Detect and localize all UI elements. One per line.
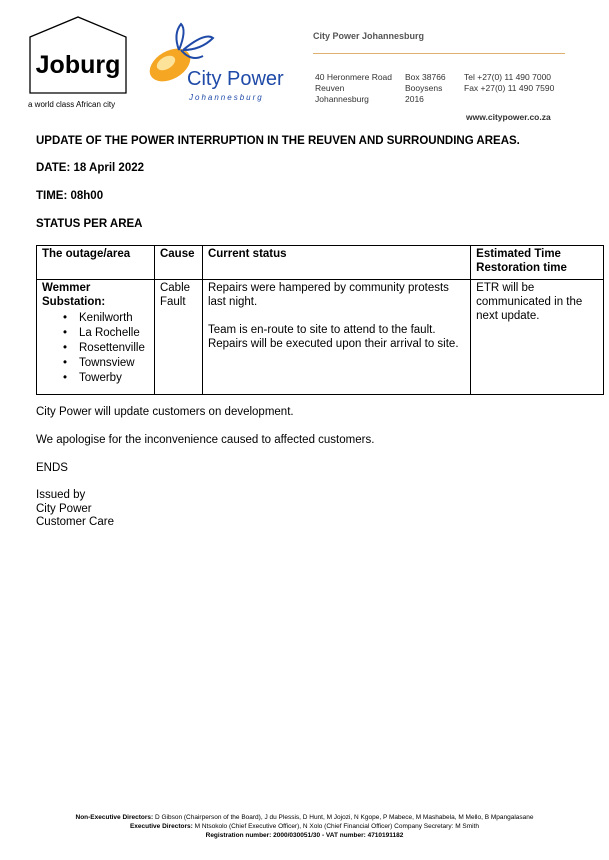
apology-note: We apologise for the inconvenience caused to affected customers.: [36, 434, 375, 446]
notice-date: DATE: 18 April 2022: [36, 162, 145, 174]
update-note: City Power will update customers on development.: [36, 406, 294, 418]
postal-address: Box 38766 Booysens 2016: [405, 72, 446, 104]
city-power-logo: [143, 20, 303, 105]
list-item: • Rosettenville: [42, 341, 149, 356]
etr-cell: ETR will be communicated in the next update.: [471, 280, 604, 395]
street-address: 40 Heronmere Road Reuven Johannesburg: [315, 72, 393, 104]
table-header-row: [37, 246, 604, 280]
table-row: [37, 280, 604, 395]
status-paragraph-1: Repairs were hampered by community protests last night.: [207, 282, 449, 308]
joburg-logo: [28, 15, 128, 95]
status-heading: STATUS PER AREA: [36, 218, 143, 230]
affected-areas-list: [42, 311, 149, 386]
issued-by-block: Issued by City Power Customer Care: [36, 489, 114, 528]
area-cell: [37, 280, 155, 395]
list-item: • Towerby: [42, 371, 149, 386]
list-item: • Townsview: [42, 356, 149, 371]
phone-fax: Tel +27(0) 11 490 7000 Fax +27(0) 11 490 7590: [464, 72, 555, 93]
list-item: • La Rochelle: [42, 326, 149, 341]
paragraph-gap: [208, 309, 465, 323]
footer-nonexec-directors: Non-Executive Directors: D Gibson (Chairperson of the Board), J du Plessis, D Hunt, M Jojozi, N Kgope, P Mabece, M Mashabela, M Mello, B Mpangalasane: [75, 814, 534, 821]
col-header-etr: Estimated Time Restoration time: [471, 246, 604, 280]
city-power-logo-text: City Power: [187, 68, 284, 90]
footer-exec-directors: Executive Directors: M Ntsokolo (Chief Executive Officer), N Xolo (Chief Financial Officer) Company Secretary: M Smith: [129, 823, 480, 830]
substation-name: Wemmer Substation:: [42, 282, 106, 308]
joburg-tagline: a world class African city: [28, 100, 116, 109]
website-link[interactable]: www.citypower.co.za: [466, 112, 551, 122]
col-header-status: Current status: [202, 246, 470, 280]
company-name: City Power Johannesburg: [313, 31, 425, 41]
ends-marker: ENDS: [36, 462, 68, 474]
status-cell: [202, 280, 470, 395]
status-paragraph-2: Team is en-route to site to attend to the fault. Repairs will be executed upon their arrival to site.: [207, 324, 459, 350]
col-header-area: The outage/area: [37, 246, 155, 280]
status-table: [36, 245, 604, 395]
footer-registration: Registration number: 2000/030051/30 - VAT number: 4710191182: [205, 832, 404, 839]
joburg-logo-text: Joburg: [35, 51, 121, 79]
col-header-cause: Cause: [154, 246, 202, 280]
notice-time: TIME: 08h00: [36, 190, 104, 202]
list-item: • Kenilworth: [42, 311, 149, 326]
city-power-logo-sub: Johannesburg: [189, 93, 264, 102]
notice-headline: UPDATE OF THE POWER INTERRUPTION IN THE REUVEN AND SURROUNDING AREAS.: [36, 135, 520, 147]
cause-cell: Cable Fault: [154, 280, 202, 395]
header-divider: [313, 53, 565, 54]
